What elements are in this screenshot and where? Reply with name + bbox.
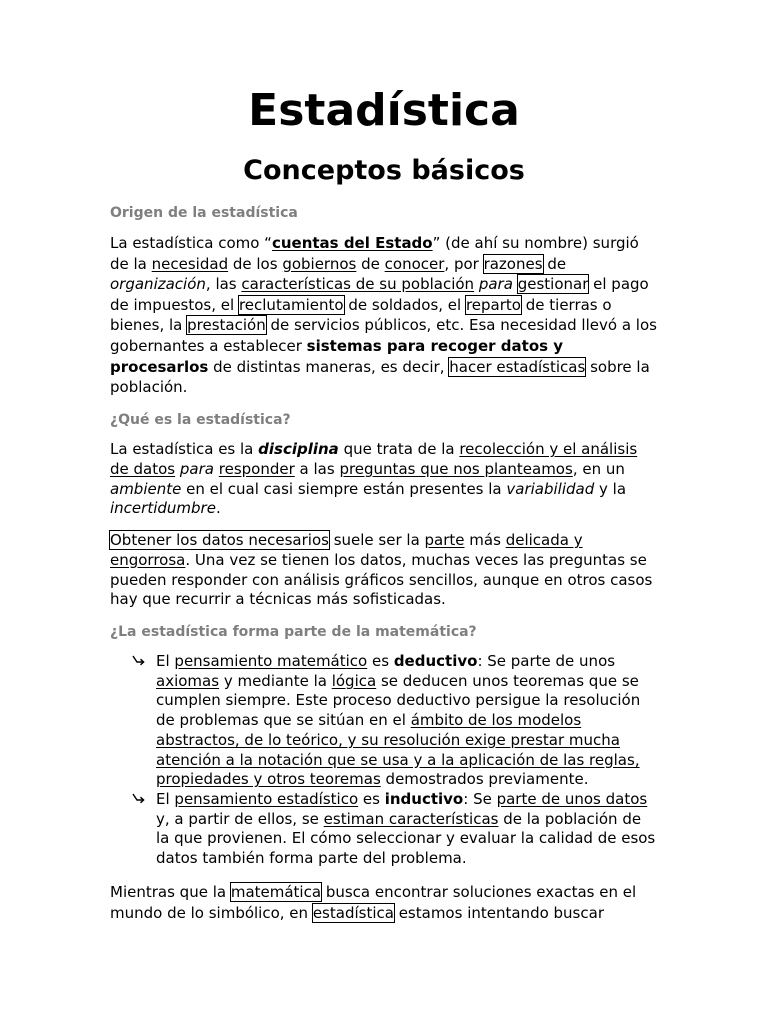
text-run: a las bbox=[294, 459, 340, 478]
paragraph-origen bbox=[110, 233, 658, 398]
section-heading-que-es: ¿Qué es la estadística? bbox=[110, 412, 291, 428]
term-logica: lógica bbox=[331, 671, 377, 690]
term-cuentas-del-estado: cuentas del Estado bbox=[271, 234, 433, 252]
paragraph-closing bbox=[110, 882, 658, 923]
text-run: sobre la población. bbox=[110, 357, 650, 397]
list-item bbox=[156, 790, 656, 869]
text-run bbox=[513, 275, 518, 293]
text-run: más bbox=[464, 531, 506, 549]
text-run: La estadística es la bbox=[110, 440, 259, 458]
text-run: de bbox=[542, 254, 567, 273]
term-incertidumbre: incertidumbre bbox=[110, 499, 216, 518]
term-preguntas: preguntas que nos planteamos bbox=[339, 459, 573, 478]
text-run: es bbox=[367, 652, 394, 670]
term-necesidad: necesidad bbox=[151, 254, 229, 273]
text-run: , en un bbox=[572, 459, 625, 478]
text-run: de bbox=[356, 254, 385, 273]
text-run: , por bbox=[444, 254, 484, 273]
text-run: es bbox=[358, 789, 385, 808]
text-run: suele ser la bbox=[328, 531, 425, 549]
pointing-arrow-icon bbox=[132, 655, 146, 669]
section-heading-matematica: ¿La estadística forma parte de la matemática? bbox=[110, 624, 477, 640]
text-run: , las bbox=[205, 275, 242, 294]
term-ambito-modelos: ámbito de los modelos abstractos, de lo teórico, y su resolución exige prestar mucha atención a la notación que se usa y a la aplicación de las reglas, propiedades y otros teoremas bbox=[156, 711, 640, 789]
boxed-term-hacer-estadisticas: hacer estadísticas bbox=[449, 357, 586, 376]
bullet-list bbox=[156, 652, 656, 869]
term-para: para bbox=[179, 459, 214, 478]
term-estiman-caracteristicas: estiman características bbox=[323, 809, 499, 828]
boxed-term-matematica: matemática bbox=[230, 883, 322, 901]
text-run: y, a partir de ellos, se bbox=[156, 809, 324, 828]
text-run: La estadística como “ bbox=[110, 234, 272, 252]
text-run: de distintas maneras, es decir, bbox=[208, 357, 450, 376]
text-run: en el cual casi siempre están presentes la bbox=[181, 479, 507, 498]
text-run: El bbox=[156, 652, 175, 670]
term-parte-de-unos-datos: parte de unos datos bbox=[496, 789, 648, 808]
text-run: el pago de impuestos, el bbox=[110, 275, 649, 314]
term-responder: responder bbox=[218, 459, 295, 478]
text-run: busca encontrar soluciones exactas en el mundo de lo simbólico, en bbox=[110, 883, 637, 922]
boxed-term-gestionar: gestionar bbox=[517, 275, 589, 294]
text-run: de la población de la que provienen. El cómo seleccionar y evaluar la calidad de esos datos también forma parte del problema. bbox=[156, 809, 656, 868]
pointing-arrow-icon bbox=[132, 793, 146, 807]
term-deductivo: deductivo bbox=[393, 652, 478, 670]
boxed-term-obtener-datos: Obtener los datos necesarios bbox=[110, 531, 329, 549]
term-conocer: conocer bbox=[384, 254, 445, 273]
term-axiomas: axiomas bbox=[156, 671, 220, 690]
text-run: estamos intentando buscar bbox=[393, 903, 604, 922]
term-organizacion: organización bbox=[110, 275, 206, 294]
text-run: de tierras o bienes, la bbox=[110, 295, 612, 335]
paragraph-obtener-datos bbox=[110, 531, 658, 610]
term-gobiernos: gobiernos bbox=[282, 254, 357, 273]
boxed-term-reclutamiento: reclutamiento bbox=[238, 295, 344, 314]
paragraph-definicion bbox=[110, 440, 658, 519]
boxed-term-prestacion: prestación bbox=[187, 316, 266, 335]
boxed-term-razones: razones bbox=[483, 254, 543, 273]
text-run: El bbox=[156, 789, 175, 808]
term-variabilidad: variabilidad bbox=[506, 479, 595, 498]
text-run: demostrados previamente. bbox=[380, 770, 589, 789]
term-caracteristicas-poblacion: características de su población bbox=[241, 275, 475, 294]
text-run: de soldados, el bbox=[343, 295, 466, 314]
text-run: Mientras que la bbox=[110, 883, 231, 901]
text-run: : Se parte de unos bbox=[477, 652, 616, 670]
text-run: se deducen unos teoremas que se cumplen siempre. Este proceso deductivo persigue la resolución de problemas que se sitúan en el bbox=[156, 671, 641, 730]
text-run: . Una vez se tienen los datos, muchas veces las preguntas se pueden responder con análisis gráficos sencillos, aunque en otros casos hay que recurrir a técnicas más sofisticadas. bbox=[110, 550, 653, 609]
text-run: de los bbox=[228, 254, 283, 273]
term-ambiente: ambiente bbox=[110, 479, 182, 498]
term-disciplina: disciplina bbox=[258, 440, 339, 458]
text-run: . bbox=[215, 499, 221, 518]
text-run: : Se bbox=[463, 789, 497, 808]
term-delicada-engorrosa: delicada y engorrosa bbox=[110, 531, 583, 569]
boxed-term-reparto: reparto bbox=[465, 295, 521, 314]
boxed-term-estadistica: estadística bbox=[312, 903, 394, 922]
text-run: y la bbox=[594, 479, 627, 498]
term-pensamiento-matematico: pensamiento matemático bbox=[174, 652, 368, 670]
term-sistemas-recoger-datos: sistemas para recoger datos y procesarlos bbox=[110, 336, 564, 376]
term-pensamiento-estadistico: pensamiento estadístico bbox=[174, 789, 359, 808]
term-parte: parte bbox=[424, 531, 465, 549]
text-run: que trata de la bbox=[338, 440, 460, 458]
section-heading-origen: Origen de la estadística bbox=[110, 205, 298, 221]
term-para: para bbox=[478, 275, 513, 294]
term-inductivo: inductivo bbox=[384, 789, 464, 808]
text-run: de servicios públicos, etc. Esa necesidad llevó a los gobernantes a establecer bbox=[110, 316, 657, 355]
text-run: ” (de ahí su nombre) surgió de la bbox=[110, 234, 639, 273]
list-item bbox=[156, 652, 656, 790]
text-run: y mediante la bbox=[219, 671, 332, 690]
page-title: Estadística bbox=[248, 85, 520, 136]
term-recoleccion-analisis: recolección y el análisis de datos bbox=[110, 440, 638, 478]
page-subtitle: Conceptos básicos bbox=[243, 155, 525, 186]
